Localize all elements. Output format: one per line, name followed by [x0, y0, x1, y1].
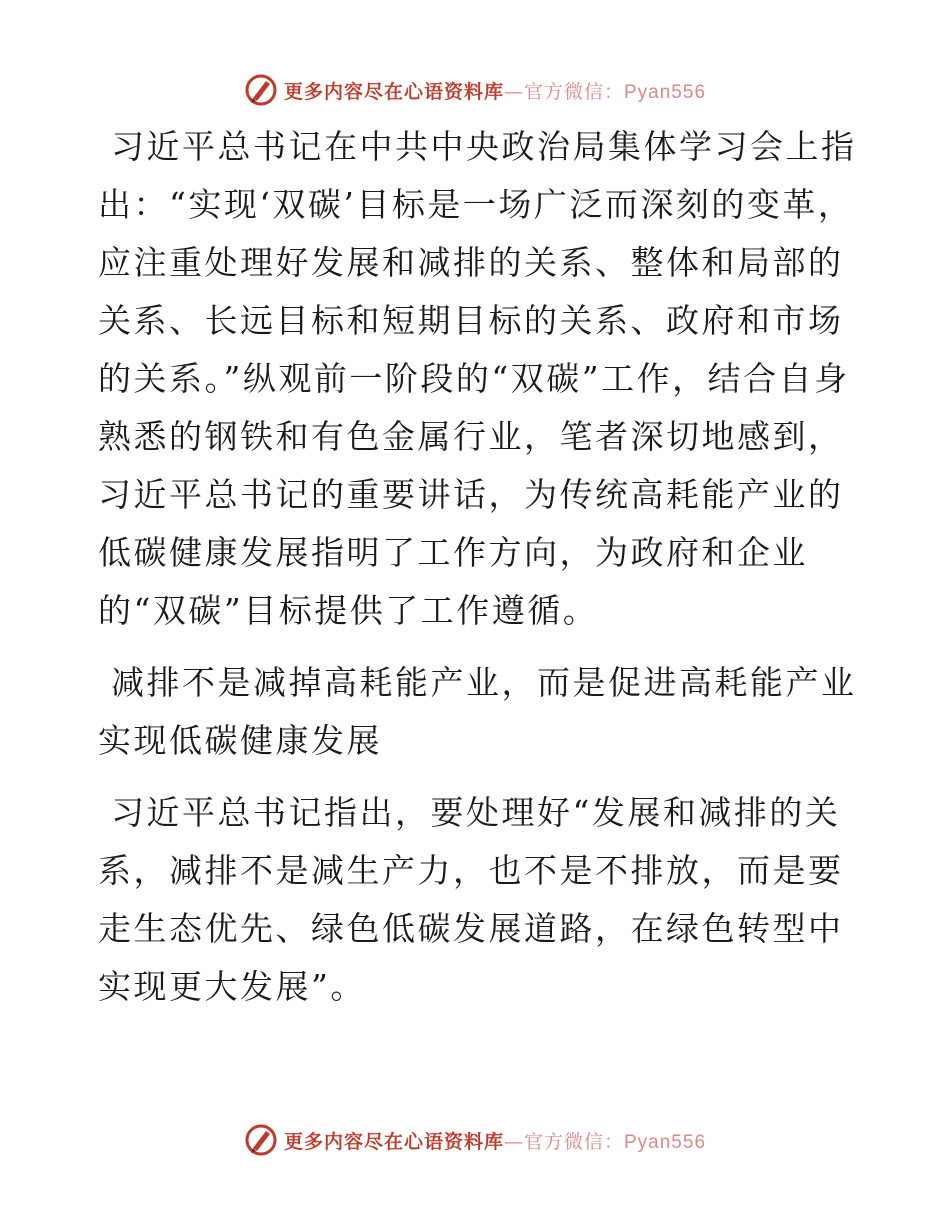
paragraph-2: 习近平总书记指出，要处理好“发展和减排的关系，减排不是减生产力，也不是不排放，而是要走生态优先、绿色低碳发展道路，在绿色转型中实现更大发展”。	[98, 793, 844, 1006]
document-body	[98, 118, 858, 1030]
paragraph-1: 习近平总书记在中共中央政治局集体学习会上指出：“实现‘双碳’目标是一场广泛而深刻的变革，应注重处理好发展和减排的关系、整体和局部的关系、长远目标和短期目标的关系、政府和市场的关系。”纵观前一阶段的“双碳”工作，结合自身熟悉的钢铁和有色金属行业，笔者深切地感到，习近平总书记的重要讲话，为传统高耗能产业的低碳健康发展指明了工作方向，为政府和企业的“双碳”目标提供了工作遵循。	[98, 127, 857, 630]
section-heading: 减排不是减掉高耗能产业，而是促进高耗能产业实现低碳健康发展	[98, 663, 857, 760]
pen-logo-icon	[244, 73, 278, 107]
footer-watermark	[0, 1120, 950, 1160]
watermark-text: 更多内容尽在心语资料库—官方微信：Pyan556	[283, 1130, 707, 1153]
pen-logo-icon	[244, 1123, 278, 1157]
header-watermark	[0, 70, 950, 110]
watermark-text: 更多内容尽在心语资料库—官方微信：Pyan556	[283, 80, 707, 103]
